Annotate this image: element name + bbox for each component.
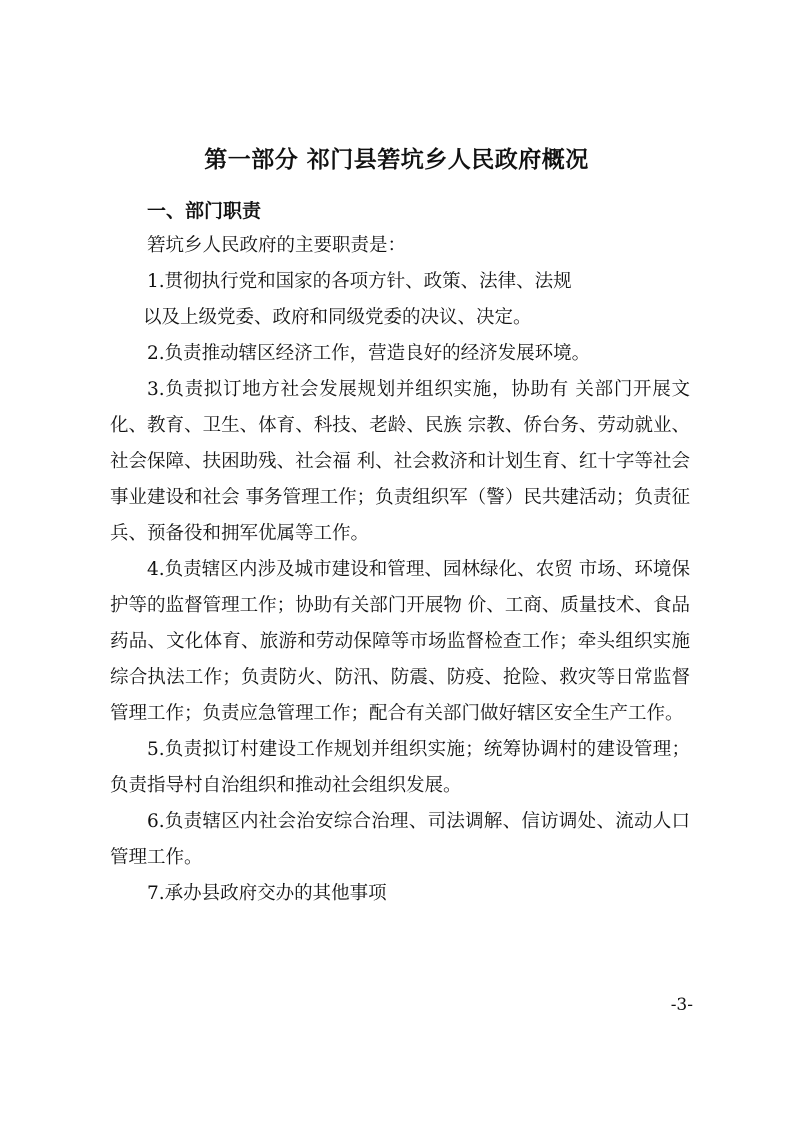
item-6-paragraph: 6.负责辖区内社会治安综合治理、司法调解、信访调处、流动人口管理工作。 [110, 811, 690, 868]
item-1-line-2: 以及上级党委、政府和同级党委的决议、决定。 [143, 307, 532, 328]
item-5-paragraph: 5.负责拟订村建设工作规划并组织实施；统筹协调村的建设管理；负责指导村自治组织和推动社会组织发展。 [110, 739, 690, 796]
intro-paragraph: 箬坑乡人民政府的主要职责是： [147, 235, 407, 256]
item-7-paragraph: 7.承办县政府交办的其他事项 [147, 883, 387, 904]
item-1-line-1: 1.贯彻执行党和国家的各项方针、政策、法律、法规 [147, 271, 572, 292]
page-number: -3- [670, 995, 693, 1015]
item-2-paragraph: 2.负责推动辖区经济工作，营造良好的经济发展环境。 [147, 343, 591, 364]
page-title: 第一部分 祁门县箬坑乡人民政府概况 [204, 147, 589, 173]
body-text [110, 228, 690, 912]
section-heading: 一、部门职责 [147, 200, 262, 222]
item-3-paragraph: 3.负责拟订地方社会发展规划并组织实施，协助有 关部门开展文化、教育、卫生、体育、科技、老龄、民族 宗教、侨台务、劳动就业、社会保障、扶困助残、社会福 利、社会救济和计划生育、红十字等社会事业建设和社会 事务管理工作；负责组织军（警）民共建活动；负责征兵、预备役和拥军优属等工作。 [110, 379, 690, 544]
item-4-paragraph: 4.负责辖区内涉及城市建设和管理、园林绿化、农贸 市场、环境保护等的监督管理工作；协助有关部门开展物 价、工商、质量技术、食品药品、文化体育、旅游和劳动保障等市场监督检查工作；牵头组织实施综合执法工作；负责防火、防汛、防震、防疫、抢险、救灾等日常监督 管理工作；负责应急管理工作；配合有关部门做好辖区安全生产工作。 [110, 559, 690, 724]
